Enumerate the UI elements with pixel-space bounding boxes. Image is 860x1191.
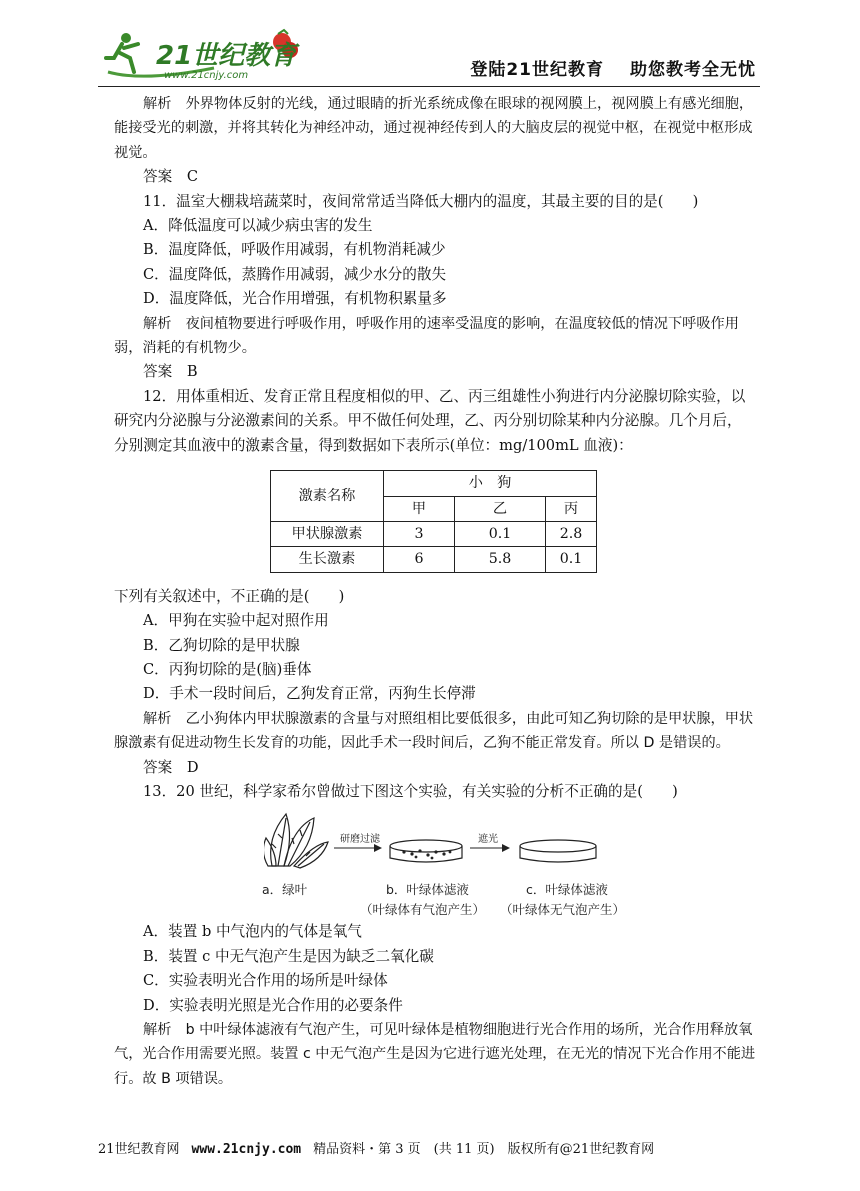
q11-option-c: C．温度降低，蒸腾作用减弱，减少水分的散失 xyxy=(143,265,447,283)
q11-option-a: A．降低温度可以减少病虫害的发生 xyxy=(143,217,373,235)
analysis-label: 解析 xyxy=(143,710,172,727)
table-cell: 0.1 xyxy=(455,521,546,546)
table-row-label: 生长激素 xyxy=(271,547,384,572)
analysis-label: 解析 xyxy=(143,315,172,332)
logo-icon xyxy=(104,28,304,84)
table-cell: 2.8 xyxy=(546,521,597,546)
q12-answer xyxy=(114,756,756,780)
q13-analysis xyxy=(114,1018,756,1091)
q12-option-a: A．甲狗在实验中起对照作用 xyxy=(143,612,329,630)
q10-answer xyxy=(114,165,756,189)
slogan-left: 登陆21世纪教育 xyxy=(470,60,604,80)
analysis-label: 解析 xyxy=(143,96,172,112)
table-col-header: 丙 xyxy=(546,496,597,521)
analysis-text: 外界物体反射的光线，通过眼睛的折光系统成像在眼球的视网膜上，视网膜上有感光细胞，能接受光的刺激，并将其转化为神经冲动，通过视神经传到人的大脑皮层的视觉中枢，在视觉中枢形成视觉。 xyxy=(114,96,754,161)
table-row xyxy=(271,547,597,572)
logo-url: www.21cnjy.com xyxy=(164,70,249,81)
q11-answer xyxy=(114,360,756,384)
q11-stem: 11．温室大棚栽培蔬菜时，夜间常常适当降低大棚内的温度，其最主要的目的是( ) xyxy=(143,192,699,210)
footer-right: 精品资料・第 3 页 (共 11 页) 版权所有@21世纪教育网 xyxy=(313,1142,655,1157)
analysis-label: 解析 xyxy=(143,1022,172,1038)
dish-c-icon xyxy=(520,840,596,862)
table-row-label: 甲状腺激素 xyxy=(271,521,384,546)
hormone-table xyxy=(270,470,597,573)
page-footer xyxy=(98,1138,760,1157)
q13-stem: 13．20 世纪，科学家希尔曾做过下图这个实验，有关实验的分析不正确的是( ) xyxy=(143,782,678,800)
page-header xyxy=(98,28,760,87)
q13-option-d: D．实验表明光照是光合作用的必要条件 xyxy=(143,996,403,1014)
answer-value: D xyxy=(186,758,199,776)
q12-analysis xyxy=(114,707,756,756)
arrow-label-grind: 研磨过滤 xyxy=(340,834,380,846)
figure-label-a: a．绿叶 xyxy=(262,882,308,898)
table-corner: 激素名称 xyxy=(271,471,384,522)
analysis-text: 夜间植物要进行呼吸作用，呼吸作用的速率受温度的影响，在温度较低的情况下呼吸作用弱，消耗的有机物少。 xyxy=(114,315,739,357)
analysis-text: 乙小狗体内甲状腺激素的含量与对照组相比要低很多，由此可知乙狗切除的是甲状腺，甲状腺激素有促进动物生长发育的功能，因此手术一段时间后，乙狗不能正常发育。所以 D 是错误的。 xyxy=(114,710,754,752)
slogan-right: 助您教考全无忧 xyxy=(630,60,756,80)
table-cell: 6 xyxy=(384,547,455,572)
figure-label-b: b．叶绿体滤液 xyxy=(386,882,469,898)
experiment-figure xyxy=(114,808,756,918)
table-cell: 0.1 xyxy=(546,547,597,572)
q11-analysis xyxy=(114,312,756,361)
table-cell: 5.8 xyxy=(455,547,546,572)
q11-option-b: B．温度降低，呼吸作用减弱，有机物消耗减少 xyxy=(143,241,446,259)
q12-option-c: C．丙狗切除的是(脑)垂体 xyxy=(143,660,312,678)
figure-sub-b: （叶绿体有气泡产生） xyxy=(360,902,486,918)
q12-table-wrap xyxy=(114,458,756,585)
figure-label-c: c．叶绿体滤液 xyxy=(526,882,608,898)
table-row xyxy=(271,521,597,546)
figure-sub-c: （叶绿体无气泡产生） xyxy=(500,902,626,918)
q12-option-b: B．乙狗切除的是甲状腺 xyxy=(143,636,300,654)
q10-analysis xyxy=(114,92,756,165)
dish-b-icon xyxy=(390,840,462,862)
q13-option-b: B．装置 c 中无气泡产生是因为缺乏二氧化碳 xyxy=(143,947,434,965)
header-slogan xyxy=(444,55,756,80)
q11-option-d: D．温度降低，光合作用增强，有机物积累量多 xyxy=(143,290,447,308)
q12-option-d: D．手术一段时间后，乙狗发育正常，丙狗生长停滞 xyxy=(143,685,476,703)
table-col-header: 乙 xyxy=(455,496,546,521)
analysis-text: b 中叶绿体滤液有气泡产生，可见叶绿体是植物细胞进行光合作用的场所，光合作用释放氧气，光合作用需要光照。装置 c 中无气泡产生是因为它进行遮光处理，在无光的情况下光合作用不能进行。故 B 项错误。 xyxy=(114,1022,756,1087)
answer-value: B xyxy=(186,363,198,381)
answer-value: C xyxy=(186,168,198,186)
answer-label: 答案 xyxy=(143,363,173,381)
document-body xyxy=(114,92,756,1091)
table-col-header: 甲 xyxy=(384,496,455,521)
answer-label: 答案 xyxy=(143,758,173,776)
q13-option-c: C．实验表明光合作用的场所是叶绿体 xyxy=(143,972,388,990)
footer-left: 21世纪教育网 xyxy=(98,1142,180,1157)
answer-label: 答案 xyxy=(143,168,173,186)
arrow-label-shade: 遮光 xyxy=(478,834,498,846)
logo-text: 21世纪教育 xyxy=(156,41,297,71)
q12-question: 下列有关叙述中，不正确的是( ) xyxy=(114,587,345,605)
experiment-diagram xyxy=(264,808,624,872)
q13-option-a: A．装置 b 中气泡内的气体是氧气 xyxy=(143,923,362,941)
table-group-header: 小 狗 xyxy=(384,471,597,496)
table-cell: 3 xyxy=(384,521,455,546)
footer-site-link[interactable]: www.21cnjy.com xyxy=(191,1142,302,1157)
q12-stem: 12．用体重相近、发育正常且程度相似的甲、乙、丙三组雄性小狗进行内分泌腺切除实验，以研究内分泌腺与分泌激素间的关系。甲不做任何处理，乙、丙分别切除某种内分泌腺。几个月后，分别测定其血液中的激素含量，得到数据如下表所示(单位：mg/100mL 血液)： xyxy=(114,387,746,454)
leaf-icon xyxy=(264,814,328,868)
